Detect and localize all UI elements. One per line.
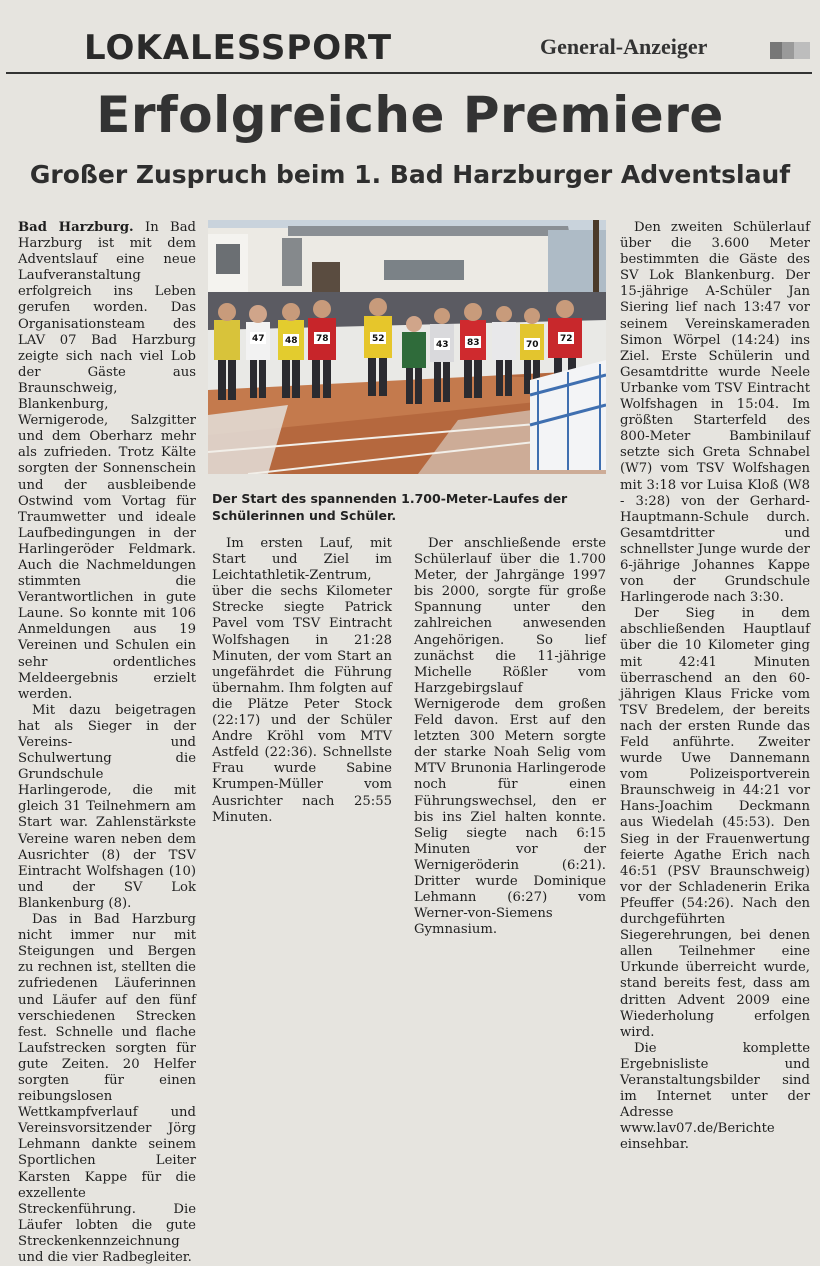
header-rule [6,72,812,74]
bib-number: 78 [316,334,329,344]
article-paragraph: Den zweiten Schülerlauf über die 3.600 Meter bestimmten die Gäste des SV Lok Blankenburg. Der 15-jährige A-Schüler Jan Siering lief nach 13:47 vor seinem Vereinskameraden Simon Wörpel (14:24) ins Ziel. Erste Schülerin und Gesamtdritte wurde Neele Urbanke vom TSV Eintracht Wolfshagen in 15:04. Im größten Starterfeld des 800-Meter Bambinilauf setzte sich Greta Schnabel (W7) vom TSV Wolfshagen mit 3:18 vor Luisa Kloß (W8 - 3:28) von der Gerhard-Hauptmann-Schule durch. Gesamtdritter und schnellster Junge wurde der 6-jährige Johannes Kappe von der Grundschule Harlingerode nach 3:30. [620,220,810,606]
subheadline: Großer Zuspruch beim 1. Bad Harzburger Adventslauf [29,160,791,189]
bib-number: 43 [436,340,449,350]
article-paragraph: Bad Harzburg. In Bad Harzburg ist mit dem Adventslauf eine neue Laufveranstaltung erfolgreich ins Leben gerufen worden. Das Organisationsteam des LAV 07 Bad Harzburg zeigte sich nach viel Lob der Gäste aus Braunschweig, Blankenburg, Wernigerode, Salzgitter und dem Oberharz mehr als zufrieden. Trotz Kälte sorgten der Sonnenschein und der ausbleibende Ostwind vom Vortag für Traumwetter und ideale Laufbedingungen in der Harlingeröder Feldmark. Auch die Nachmeldungen stimmten die Verantwortlichen in gute Laune. So konnte mit 106 Anmeldungen aus 19 Vereinen und Schulen ein sehr ordentliches Meldeergebnis erzielt werden. [18,220,197,702]
article-column-1 [18,220,196,1266]
race-start-illustration [208,220,606,474]
bib-number: 83 [467,338,480,348]
race-start-photo [208,220,606,474]
newspaper-logo-mark [770,42,810,59]
bib-number: 70 [526,340,539,350]
article-paragraph: Die komplette Ergebnisliste und Veranstaltungsbilder sind im Internet unter der Adresse www.lav07.de/Berichte einsehbar. [620,1040,810,1153]
article-column-2 [212,536,392,826]
article-paragraph: Der Sieg in dem abschließenden Hauptlauf über die 10 Kilometer ging mit 42:41 Minuten überraschend an den 60-jährigen Klaus Fricke vom TSV Bredelem, der bereits nach der ersten Runde das Feld anführte. Zweiter wurde Uwe Dannemann vom Polizeisportverein Braunschweig in 44:21 vor Hans-Joachim Deckmann aus Wiedelah (45:53). Den Sieg in der Frauenwertung feierte Agathe Erich nach 46:51 (PSV Braunschweig) vor der Schladenerin Erika Pfeuffer (54:26). Nach den durchgeführten Siegerehrungen, bei denen allen Teilnehmer eine Urkunde überreicht wurde, stand bereits fest, dass am dritten Advent 2009 eine Wiederholung erfolgen wird. [620,606,810,1040]
bib-number: 47 [252,334,265,344]
bib-number: 72 [560,334,573,344]
newspaper-name: General-Anzeiger [540,34,708,59]
page-header [84,28,804,72]
section-title: LOKALESSPORT [84,28,393,68]
photo-caption: Der Start des spannenden 1.700-Meter-Laufes der Schülerinnen und Schüler. [212,491,568,523]
article-column-4 [620,220,810,1153]
article-paragraph: Im ersten Lauf, mit Start und Ziel im Leichtathletik-Zentrum, über die sechs Kilometer Strecke siegte Patrick Pavel vom TSV Eintracht Wolfshagen in 21:28 Minuten, der vom Start an ungefährdet die Führung übernahm. Ihm folgten auf die Plätze Peter Stock (22:17) und der Schüler Andre Kröhl vom MTV Astfeld (22:36). Schnellste Frau wurde Sabine Krumpen-Müller vom Ausrichter nach 25:55 Minuten. [212,536,392,825]
article-column-3 [414,536,606,938]
bib-number: 48 [285,336,298,346]
article-paragraph: Das in Bad Harzburg nicht immer nur mit Steigungen und Bergen zu rechnen ist, stellten die zufriedenen Läuferinnen und Läufer auf den fünf verschiedenen Strecken fest. Schnelle und flache Laufstrecken sorgten für gute Zeiten. 20 Helfer sorgten für einen reibungslosen Wettkampfverlauf und Vereinsvorsitzender Jörg Lehmann dankte seinem Sportlichen Leiter Karsten Kappe für die exzellente Streckenführung. Die Läufer lobten die gute Streckenkennzeichnung und die vier Radbegleiter. [18,912,196,1265]
headline: Erfolgreiche Premiere [96,86,724,144]
article-paragraph: Der anschließende erste Schülerlauf über die 1.700 Meter, der Jahrgänge 1997 bis 2000, sorgte für große Spannung unter den zahlreichen anwesenden Angehörigen. So lief zunächst die 11-jährige Michelle Rößler vom Harzgebirgslauf Wernigerode dem großen Feld davon. Erst auf den letzten 300 Metern sorgte der starke Noah Selig vom MTV Brunonia Harlingerode noch für einen Führungswechsel, den er bis ins Ziel halten konnte. Selig siegte nach 6:15 Minuten vor der Wernigeröderin (6:21). Dritter wurde Dominique Lehmann (6:27) vom Werner-von-Siemens Gymnasium. [414,536,606,938]
dateline: Bad Harzburg. [18,220,134,235]
article-paragraph: Mit dazu beigetragen hat als Sieger in der Vereins- und Schulwertung die Grundschule Harlingerode, die mit gleich 31 Teilnehmern am Start war. Zahlenstärkste Vereine waren neben dem Ausrichter (8) der TSV Eintracht Wolfshagen (10) und der SV Lok Blankenburg (8). [18,702,196,911]
bib-number: 52 [372,334,385,344]
